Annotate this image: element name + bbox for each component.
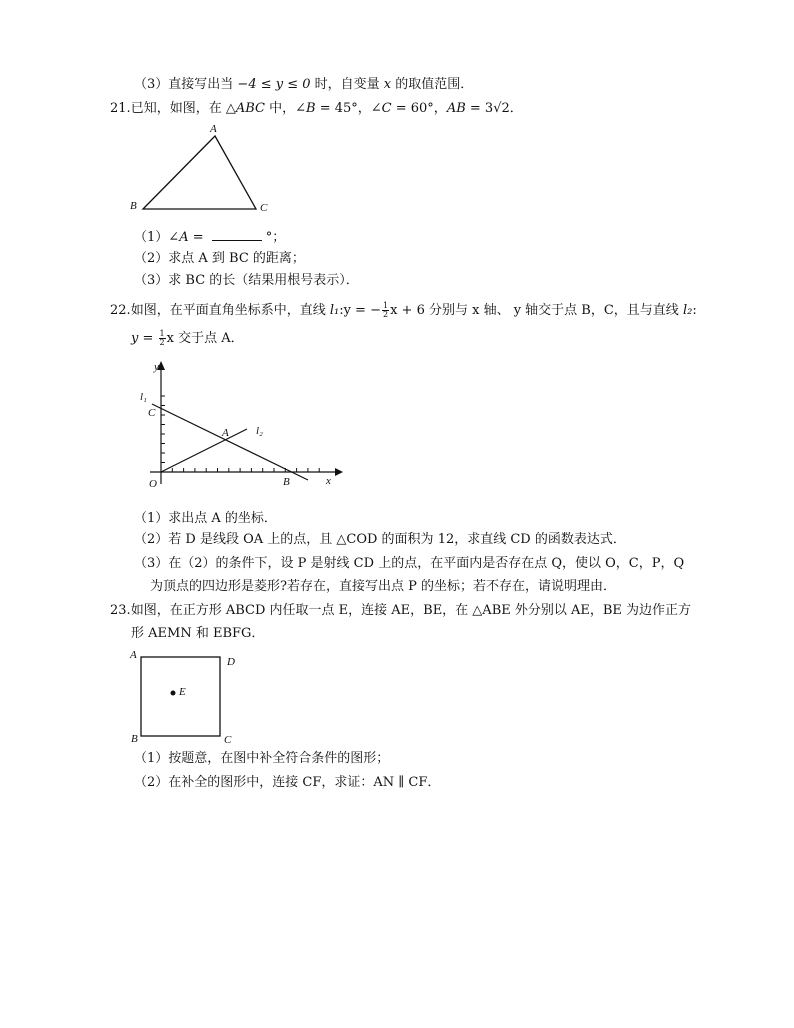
question-number: 21. [110, 101, 131, 116]
question-number: 23. [110, 603, 131, 618]
text: 时，自变量 [310, 77, 384, 92]
fraction-half [382, 302, 389, 319]
part-number: （1） [134, 230, 169, 245]
angle-a: A [179, 230, 189, 245]
label-c: C [148, 407, 156, 419]
q23-part2: （2）在补全的图形中，连接 CF，求证：AN ∥ CF． [134, 775, 441, 790]
triangle-name: ABC [235, 101, 265, 116]
part-number: （3） [134, 77, 169, 92]
y-ticks [161, 396, 165, 463]
q22-part3-line1: （3）在（2）的条件下，设 P 是射线 CD 上的点，在平面内是否存在点 Q，使以 O，C，P，Q [134, 556, 685, 571]
denominator: 2 [382, 310, 389, 319]
q21-stem [110, 100, 523, 118]
label-a: A [210, 123, 217, 135]
label-l2: l₂ [256, 425, 263, 437]
coordinate-figure [130, 356, 350, 496]
text: : [692, 303, 697, 318]
text: 已知，如图，在 △ [130, 101, 236, 116]
text: 的取值范围． [391, 77, 474, 92]
label-a: A [130, 649, 137, 661]
text: 如图，在平面直角坐标系中，直线 [130, 303, 330, 318]
text: 中，∠ [264, 101, 306, 116]
text: y = [131, 331, 158, 346]
triangle-figure [120, 120, 280, 220]
inequality: −4 ≤ y ≤ 0 [237, 77, 311, 92]
text: = 3√2． [465, 101, 523, 116]
text: 直接写出当 [168, 77, 238, 92]
label-x: x [326, 475, 331, 487]
label-b: B [131, 733, 138, 745]
label-d: D [227, 656, 235, 668]
numerator: 1 [382, 301, 389, 310]
label-c: C [224, 734, 232, 746]
text: = 45°，∠ [315, 101, 382, 116]
text: :y = − [339, 303, 381, 318]
text: = 60°， [391, 101, 447, 116]
square-figure [124, 646, 254, 746]
text: 如图，在正方形 ABCD 内任取一点 E，连接 AE，BE，在 △ABE 外分别以 AE，BE 为边作正方 [130, 603, 692, 618]
q23-stem-line2: 形 AEMN 和 EBFG． [131, 626, 265, 641]
q22-stem [110, 302, 697, 320]
q21-part1 [134, 228, 285, 247]
line-l2-graph [161, 429, 247, 472]
q21-part2: （2）求点 A 到 BC 的距离； [134, 251, 305, 266]
text: ∠ [168, 230, 180, 245]
q22-part2: （2）若 D 是线段 OA 上的点，且 △COD 的面积为 12，求直线 CD 的函数表达式． [134, 532, 626, 547]
label-b: B [130, 200, 137, 212]
question-number: 22. [110, 303, 131, 318]
label-a: A [222, 427, 229, 439]
angle-c: C [381, 101, 392, 116]
text: x 交于点 A． [166, 331, 244, 346]
label-l1: l₁ [140, 391, 147, 403]
label-c: C [260, 202, 268, 214]
label-e: E [179, 686, 186, 698]
x-axis-arrow [335, 468, 343, 476]
q20-part3 [134, 76, 473, 94]
point-e [171, 691, 176, 696]
label-b: B [283, 476, 290, 488]
label-y: y [154, 361, 159, 373]
q22-stem-line2 [131, 330, 244, 348]
denominator: 2 [159, 338, 165, 347]
q23-stem [110, 602, 691, 620]
segment-ab: AB [446, 101, 466, 116]
fraction-half [159, 330, 166, 347]
angle-b: B [306, 101, 316, 116]
line-l2: l₂ [682, 303, 693, 318]
q22-part1: （1）求出点 A 的坐标． [134, 511, 277, 526]
numerator: 1 [159, 329, 165, 338]
text: °； [265, 230, 286, 245]
line-l1-graph [152, 404, 308, 480]
text: x + 6 分别与 x 轴、 y 轴交于点 B，C，且与直线 [390, 303, 683, 318]
variable: x [383, 77, 392, 92]
text: = [188, 230, 208, 245]
answer-blank[interactable] [212, 228, 262, 241]
q22-part3-line2: 为顶点的四边形是菱形?若存在，直接写出点 P 的坐标；若不存在，请说明理由． [150, 579, 616, 594]
q23-part1: （1）按题意，在图中补全符合条件的图形； [134, 751, 390, 766]
x-ticks [172, 468, 319, 472]
q21-part3: （3）求 BC 的长（结果用根号表示）． [134, 273, 359, 288]
line-l1: l₁ [329, 303, 340, 318]
label-o: O [149, 478, 157, 490]
triangle-abc [143, 136, 256, 209]
